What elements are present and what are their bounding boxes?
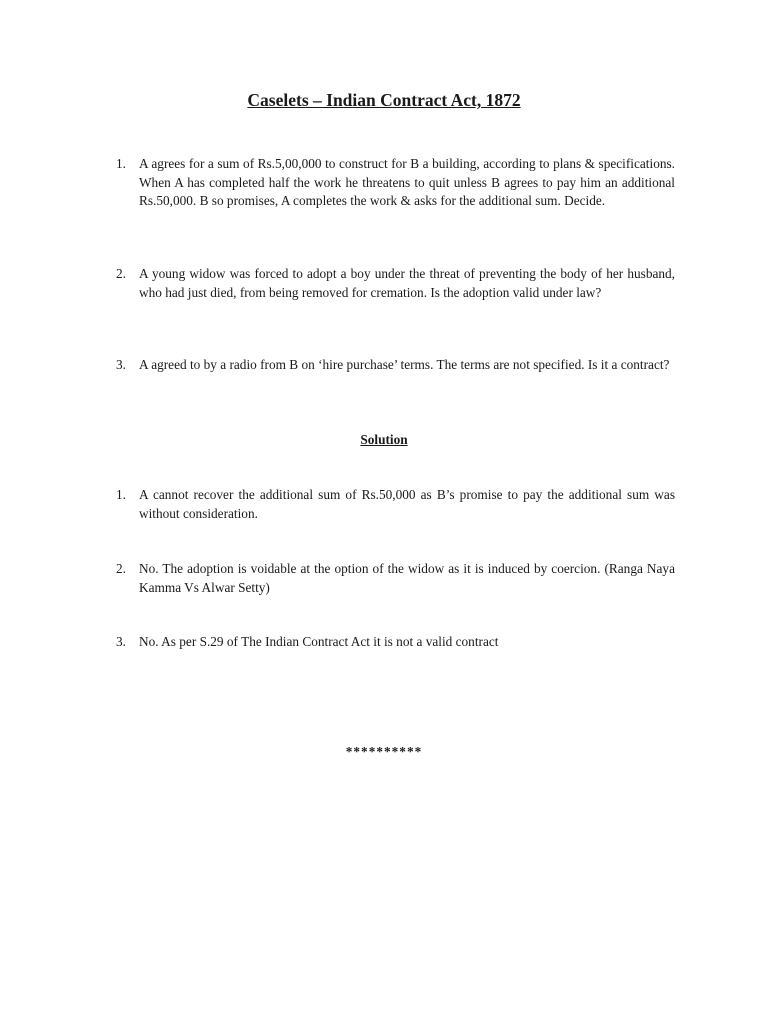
question-number: 2.: [116, 266, 126, 281]
question-text: A young widow was forced to adopt a boy under the threat of preventing the body of her husband, who had just died, from being removed for cremation. Is the adoption valid under law?: [139, 266, 675, 300]
answer-number: 3.: [116, 634, 126, 649]
question-text: A agreed to by a radio from B on ‘hire purchase’ terms. The terms are not specified. Is it a contract?: [139, 357, 670, 372]
question-number: 3.: [116, 357, 126, 372]
answer-number: 1.: [116, 487, 126, 502]
document-title: Caselets – Indian Contract Act, 1872: [247, 90, 521, 110]
end-marker: **********: [345, 744, 423, 759]
solution-heading: Solution: [360, 432, 408, 447]
answer-text: No. As per S.29 of The Indian Contract Act it is not a valid contract: [139, 634, 499, 649]
answer-text: A cannot recover the additional sum of Rs.50,000 as B’s promise to pay the additional sum was without consideration.: [139, 487, 675, 521]
question-text: A agrees for a sum of Rs.5,00,000 to construct for B a building, according to plans & specifications. When A has completed half the work he threatens to quit unless B agrees to pay him an additional Rs.50,000. B so promises, A completes the work & asks for the additional sum. Decide.: [139, 156, 675, 208]
answer-number: 2.: [116, 561, 126, 576]
answer-text: No. The adoption is voidable at the option of the widow as it is induced by coercion. (Ranga Naya Kamma Vs Alwar Setty): [139, 561, 675, 595]
question-number: 1.: [116, 156, 126, 171]
